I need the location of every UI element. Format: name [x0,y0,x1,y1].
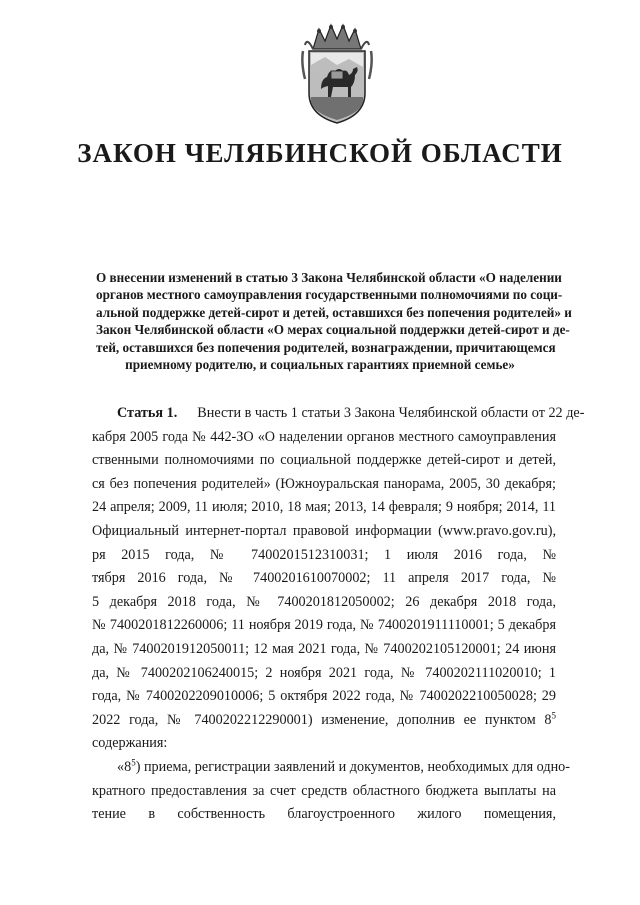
quote-line: тение в собственность благоустроенного жилого помещения, [92,806,556,823]
article-first-line [92,402,585,426]
article-line [92,709,556,733]
law-title: ЗАКОН ЧЕЛЯБИНСКОЙ ОБЛАСТИ [77,138,563,168]
article-line: ся без попечения родителей» (Южноуральская панорама, 2005, 30 декабря; [92,475,556,492]
article-line: кабря 2005 года № 442-ЗО «О наделении органов местного самоуправления [92,428,556,445]
superscript: 5 [551,709,556,720]
article-line: 5 декабря 2018 года, № 7400201812050002; 26 декабря 2018 года, [92,593,556,610]
article-line: № 7400201812260006; 11 ноября 2019 года, № 7400201911110001; 5 декабря [92,617,556,634]
quote-line: кратного предоставления за счет средств областного бюджета выплаты на [92,782,556,799]
subject-line: альной поддержке детей-сирот и детей, оставшихся без попечения родителей» и [96,304,572,320]
article-text: Внести в часть 1 статьи 3 Закона Челябинской области от 22 де- [197,405,585,421]
superscript: 5 [131,757,136,768]
subject-line: приемному родителю, и социальных гарантиях приемной семье» [125,357,515,373]
article-line: тября 2016 года, № 7400201610070002; 11 апреля 2017 года, № [92,570,556,587]
subject-line: Закон Челябинской области «О мерах социальной поддержки детей-сирот и де- [96,322,570,338]
article-line: да, № 7400201912050011; 12 мая 2021 года, № 7400202105120001; 24 июня [92,640,556,657]
subject-line: тей, оставшихся без попечения родителей, вознаграждении, причитающемся [96,339,556,355]
article-text: 2022 года, № 7400202212290001) изменение, дополнив ее пунктом 8 [92,711,552,728]
article-line: да, № 7400202106240015; 2 ноября 2021 года, № 7400202111020010; 1 [92,664,556,681]
subject-line: органов местного самоуправления государственными полномочиями по соци- [96,287,563,303]
article-line: ря 2015 года, № 7400201512310031; 1 июля 2016 года, № [92,546,556,563]
article-label: Статья 1. [117,405,178,421]
quote-text: ) приема, регистрации заявлений и документов, необходимых для одно- [135,758,570,775]
law-subject-heading [96,269,572,373]
article-line: содержания: [92,735,168,752]
article-line: Официальный интернет-портал правовой информации (www.pravo.gov.ru), [92,522,556,539]
article-line: 24 апреля; 2009, 11 июля; 2010, 18 мая; 2013, 14 февраля; 9 ноября; 2014, 11 [92,499,556,516]
chelyabinsk-coat-of-arms-icon [297,23,377,125]
article-body [92,402,585,827]
article-line: года, № 7400202209010006; 5 октября 2022 года, № 7400202210050028; 29 [92,688,556,705]
subject-line: О внесении изменений в статью 3 Закона Челябинской области «О наделении [96,270,562,285]
article-line: ственными полномочиями по социальной поддержке детей-сирот и детей, [92,452,556,469]
quote-first-line [92,756,570,780]
quote-text: «8 [117,758,132,775]
